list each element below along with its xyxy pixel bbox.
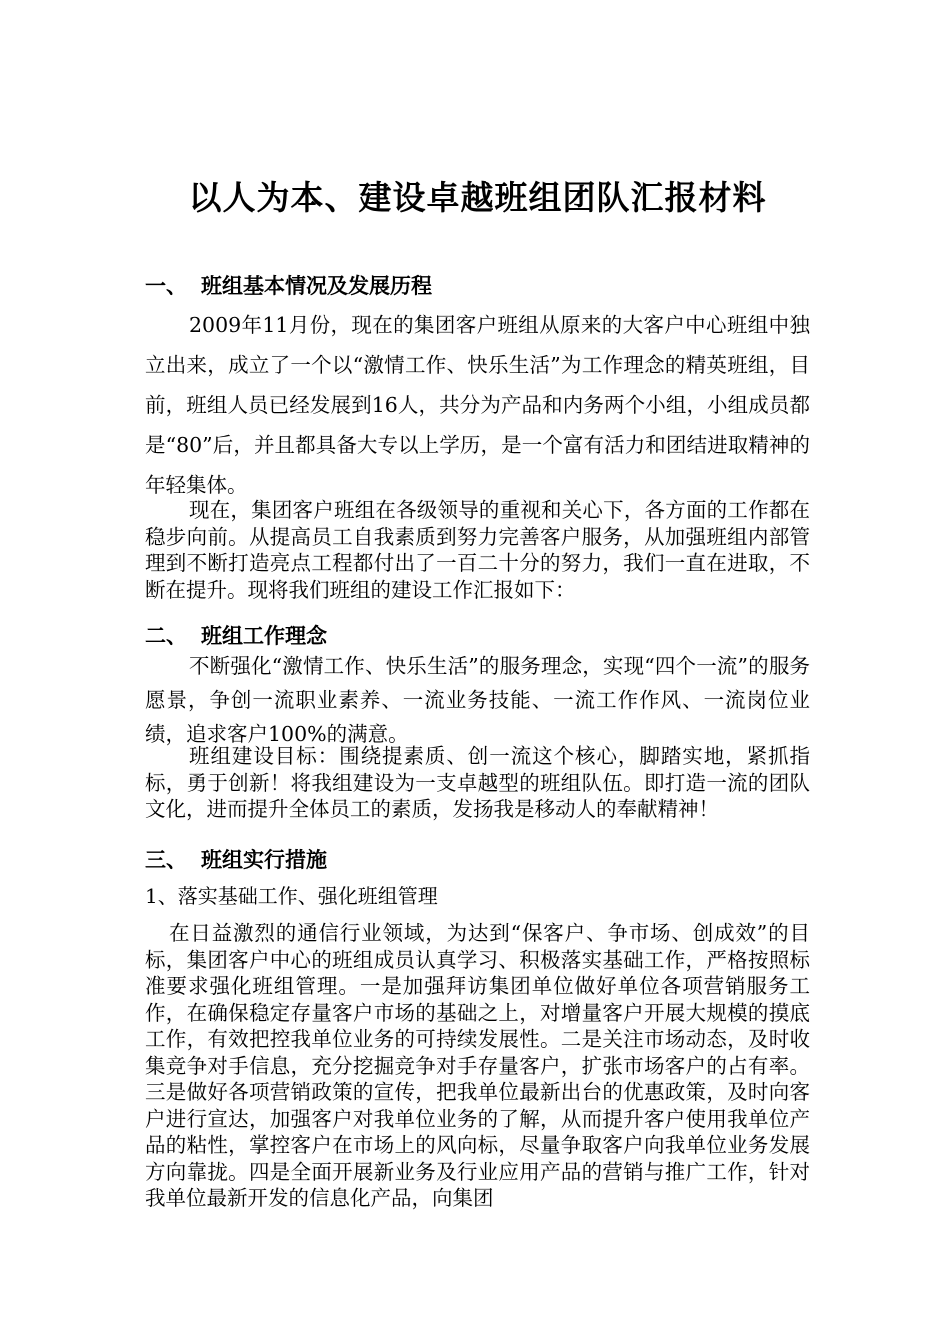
- section-3-number: 三、: [145, 847, 187, 872]
- section-1-paragraph-1: 2009年11月份，现在的集团客户班组从原来的大客户中心班组中独立出来，成立了一个以“激情工作、快乐生活”为工作理念的精英班组，目前，班组人员已经发展到16人，共分为产品和内务两个小组，小组成员都是“80”后，并且都具备大专以上学历，是一个富有活力和团结进取精神的年轻集体。: [145, 313, 810, 497]
- section-2-paragraph-1: 不断强化“激情工作、快乐生活”的服务理念，实现“四个一流”的服务愿景，争创一流职业素养、一流业务技能、一流工作作风、一流岗位业绩，追求客户100%的满意。: [145, 654, 810, 746]
- section-2-number: 二、: [145, 623, 187, 648]
- document-title: 以人为本、建设卓越班组团队汇报材料: [188, 178, 767, 217]
- section-1-number: 一、: [145, 273, 187, 298]
- section-1-paragraph-2: 现在，集团客户班组在各级领导的重视和关心下，各方面的工作都在稳步向前。从提高员工自我素质到努力完善客户服务，从加强班组内部管理到不断打造亮点工程都付出了一百二十分的努力，我们一直在进取，不断在提升。现将我们班组的建设工作汇报如下：: [145, 498, 810, 602]
- section-2-title: 班组工作理念: [201, 623, 327, 648]
- section-3-subheading: 1、落实基础工作、强化班组管理: [145, 884, 438, 908]
- section-1-title: 班组基本情况及发展历程: [201, 273, 432, 298]
- section-2-heading: [145, 622, 327, 650]
- section-1-heading: [145, 272, 432, 300]
- section-3-heading: [145, 846, 327, 874]
- section-3-title: 班组实行措施: [201, 847, 327, 872]
- section-2-paragraph-2: 班组建设目标：围绕提素质、创一流这个核心，脚踏实地，紧抓指标，勇于创新！将我组建设为一支卓越型的班组队伍。即打造一流的团队文化，进而提升全体员工的素质，发扬我是移动人的奉献精神！: [145, 744, 810, 821]
- section-3-paragraph-1: 在日益激烈的通信行业领域，为达到“保客户、争市场、创成效”的目标，集团客户中心的班组成员认真学习、积极落实基础工作，严格按照标准要求强化班组管理。一是加强拜访集团单位做好单位各项营销服务工作，在确保稳定存量客户市场的基础之上，对增量客户开展大规模的摸底工作，有效把控我单位业务的可持续发展性。二是关注市场动态，及时收集竞争对手信息，充分挖掘竞争对手存量客户，扩张市场客户的占有率。三是做好各项营销政策的宣传，把我单位最新出台的优惠政策，及时向客户进行宣达，加强客户对我单位业务的了解，从而提升客户使用我单位产品的粘性，掌控客户在市场上的风向标，尽量争取客户向我单位业务发展方向靠拢。四是全面开展新业务及行业应用产品的营销与推广工作，针对我单位最新开发的信息化产品，向集团: [145, 921, 810, 1210]
